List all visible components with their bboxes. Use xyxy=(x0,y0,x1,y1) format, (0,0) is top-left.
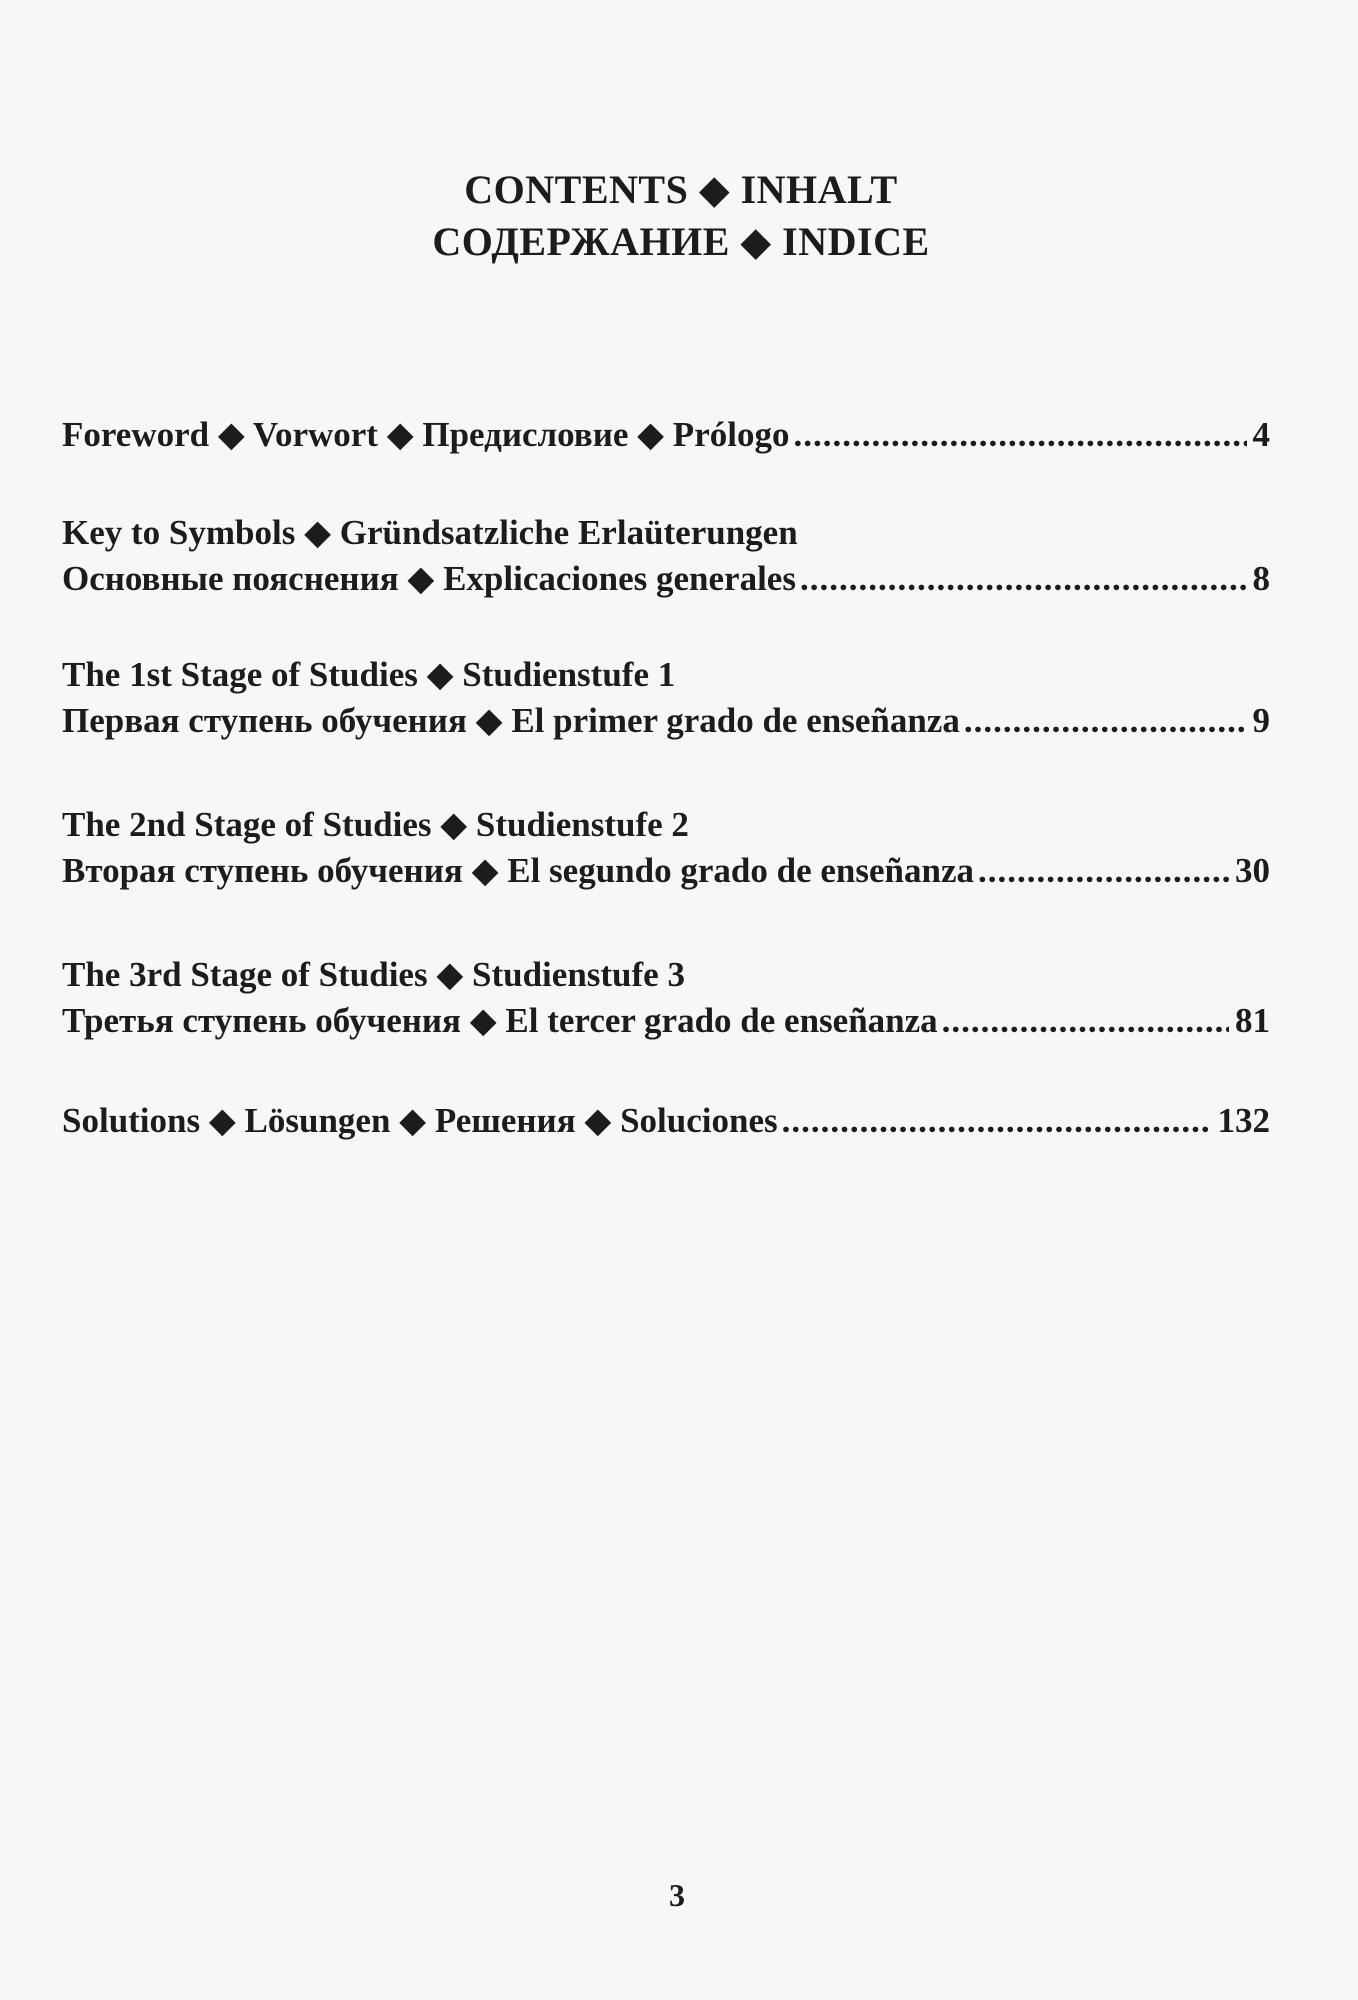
toc-page-number: 132 xyxy=(1217,1101,1270,1140)
toc-page-number: 81 xyxy=(1235,1001,1270,1040)
toc-entry-stage-1[interactable] xyxy=(62,652,1270,744)
toc-entry-stage-2[interactable] xyxy=(62,802,1270,894)
toc-entry-subtitle: Третья ступень обучения ◆ El tercer grado de enseñanza xyxy=(62,1001,938,1040)
toc-page-number: 4 xyxy=(1252,415,1270,454)
contents-heading-line-1: CONTENTS ◆ INHALT xyxy=(464,167,898,212)
toc-entry-line xyxy=(62,952,1270,998)
toc-entry-solutions[interactable] xyxy=(62,1098,1270,1144)
toc-entry-stage-3[interactable] xyxy=(62,952,1270,1044)
toc-entry-subtitle: Вторая ступень обучения ◆ El segundo grado de enseñanza xyxy=(62,851,974,890)
toc-entry-line xyxy=(62,412,1270,458)
toc-entry-foreword[interactable] xyxy=(62,412,1270,458)
dot-leader xyxy=(964,698,1247,744)
toc-entry-line xyxy=(62,556,1270,602)
toc-page-number: 9 xyxy=(1252,701,1270,740)
toc-entry-line xyxy=(62,1098,1270,1144)
toc-entry-title: Solutions ◆ Lösungen ◆ Решения ◆ Soluciones xyxy=(62,1101,778,1140)
toc-entry-line xyxy=(62,998,1270,1044)
toc-entry-title: Foreword ◆ Vorwort ◆ Предисловие ◆ Prólogo xyxy=(62,415,790,454)
dot-leader xyxy=(782,1098,1212,1144)
toc-entry-subtitle: Основные пояснения ◆ Explicaciones generales xyxy=(62,559,796,598)
toc-entry-title: The 1st Stage of Studies ◆ Studienstufe 1 xyxy=(62,655,676,694)
toc-entry-line xyxy=(62,698,1270,744)
toc-entry-line xyxy=(62,802,1270,848)
toc-entry-key-to-symbols[interactable] xyxy=(62,510,1270,602)
toc-entry-line xyxy=(62,848,1270,894)
dot-leader xyxy=(800,556,1247,602)
toc-entry-title: The 2nd Stage of Studies ◆ Studienstufe 2 xyxy=(62,805,689,844)
page-number: 3 xyxy=(669,1877,685,1913)
toc-entry-title: Key to Symbols ◆ Gründsatzliche Erlaüterungen xyxy=(62,513,798,552)
toc-entry-title: The 3rd Stage of Studies ◆ Studienstufe 3 xyxy=(62,955,685,994)
dot-leader xyxy=(942,998,1229,1044)
toc-entry-subtitle: Первая ступень обучения ◆ El primer grado de enseñanza xyxy=(62,701,960,740)
toc-entry-line xyxy=(62,652,1270,698)
dot-leader xyxy=(793,412,1246,458)
dot-leader xyxy=(978,848,1229,894)
toc-page-number: 30 xyxy=(1235,851,1270,890)
contents-heading-line-2: СОДЕРЖАНИЕ ◆ INDICE xyxy=(432,219,930,264)
toc-entry-line xyxy=(62,510,1270,556)
toc-page-number: 8 xyxy=(1252,559,1270,598)
